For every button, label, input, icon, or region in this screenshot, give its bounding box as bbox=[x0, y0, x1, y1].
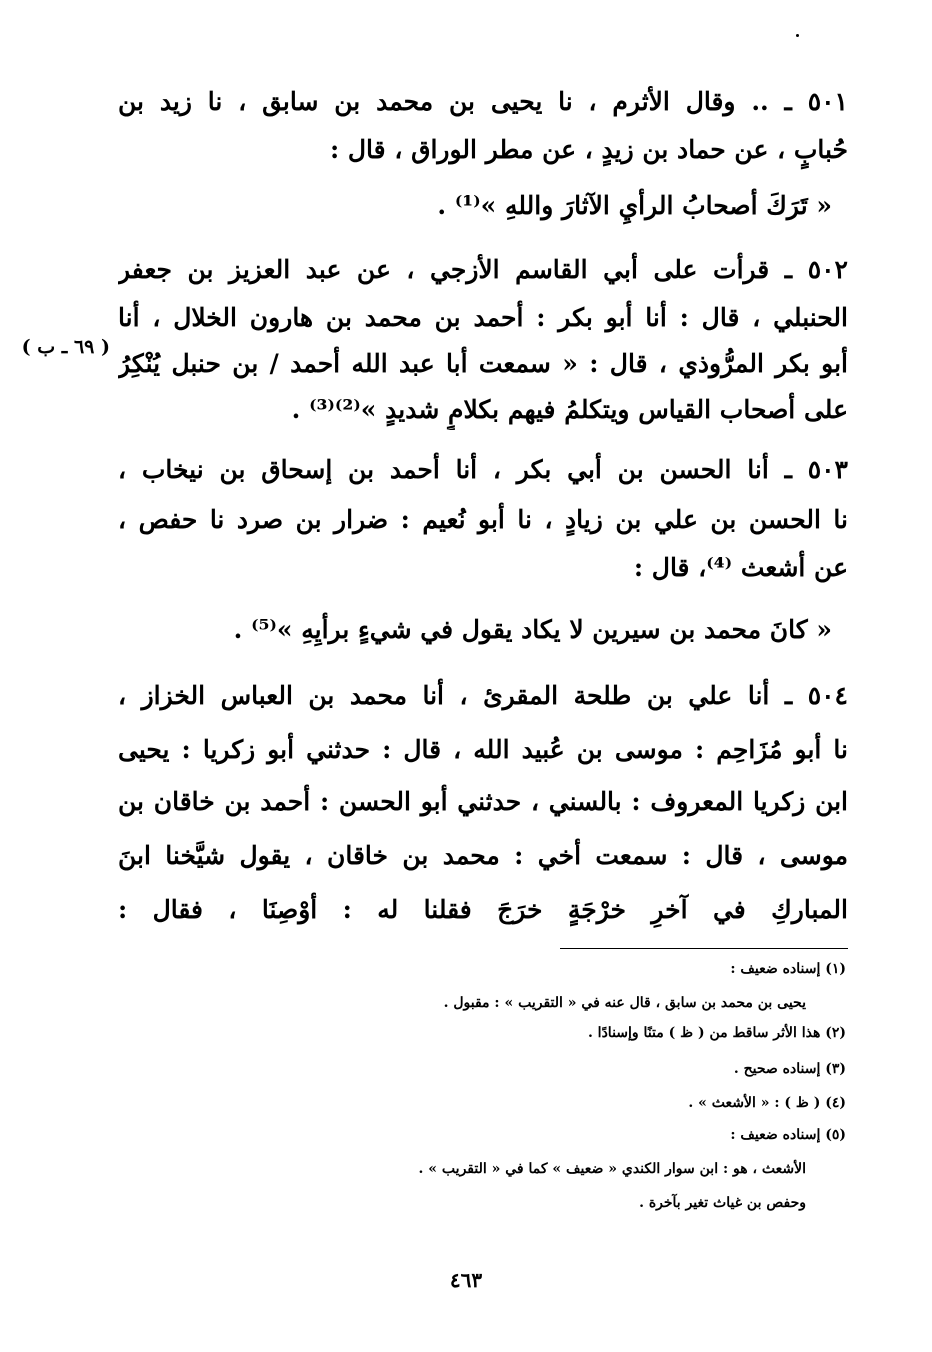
footnote-5-body-b: وحفص بن غياث تغير بآخرة . bbox=[639, 1195, 806, 1211]
margin-folio-note: ( ٦٩ ـ ب ) bbox=[21, 336, 110, 358]
body-line-503-a: ٥٠٣ ـ أنا الحسن بن أبي بكر ، أنا أحمد بن إسحاق بن نيخاب ، bbox=[118, 455, 848, 484]
footnote-1: (١) إسناده ضعيف : bbox=[730, 961, 846, 977]
body-line-502-c: أبو بكر المرُّوذي ، قال : « سمعت أبا عبد الله أحمد / بن حنبل يُنْكِرُ bbox=[118, 349, 848, 378]
page-number: ٤٦٣ bbox=[449, 1268, 483, 1292]
body-line-503-quote: « كانَ محمد بن سيرين لا يكاد يقول في شيءٍ برأيِهِ »⁽⁵⁾ . bbox=[233, 615, 832, 644]
footnote-separator bbox=[560, 948, 848, 949]
footnote-5-body-a: الأشعث ، هو : ابن سوار الكندي « ضعيف » كما في « التقريب » . bbox=[418, 1161, 806, 1177]
body-line-502-a: ٥٠٢ ـ قرأت على أبي القاسم الأزجي ، عن عبد العزيز بن جعفر bbox=[118, 255, 848, 284]
footnote-4: (٤) ( ظ ) : « الأشعث » . bbox=[688, 1095, 846, 1111]
body-line-501-a: ٥٠١ ـ .. وقال الأثرم ، نا يحيى بن محمد بن سابق ، نا زيد بن bbox=[118, 87, 848, 116]
body-line-501-quote: « تَرَكَ أصحابُ الرأيِ الآثارَ واللهِ »⁽¹⁾ . bbox=[437, 191, 832, 220]
footnote-2: (٢) هذا الأثر ساقط من ( ظ ) متنًا وإسنادًا . bbox=[587, 1025, 846, 1041]
footnote-1-body: يحيى بن محمد بن سابق ، قال عنه في « التقريب » : مقبول . bbox=[443, 995, 806, 1011]
body-line-504-d: موسى ، قال : سمعت أخي : محمد بن خاقان ، يقول شيَّخنا ابنَ bbox=[118, 841, 848, 870]
body-line-504-b: نا أبو مُزَاحِم : موسى بن عُبيد الله ، قال : حدثني أبو زكريا : يحيى bbox=[118, 735, 848, 764]
body-line-504-c: ابن زكريا المعروف : بالسني ، حدثني أبو الحسن : أحمد بن خاقان بن bbox=[118, 787, 848, 816]
body-line-504-e: المباركِ في آخرِ خرْجَةٍ خرَجَ فقلنا له : أوْصِنَا ، فقال : bbox=[118, 895, 848, 924]
body-line-502-b: الحنبلي ، قال : أنا أبو بكر : أحمد بن محمد بن هارون الخلال ، أنا bbox=[118, 303, 848, 332]
body-line-503-b: نا الحسن بن علي بن زيادٍ ، نا أبو نُعيم : ضرار بن صرد نا حفص ، bbox=[118, 505, 848, 534]
corner-mark bbox=[796, 34, 799, 37]
body-line-504-a: ٥٠٤ ـ أنا علي بن طلحة المقرئ ، أنا محمد بن العباس الخزاز ، bbox=[118, 681, 848, 710]
footnote-5: (٥) إسناده ضعيف : bbox=[730, 1127, 846, 1143]
footnote-3: (٣) إسناده صحيح . bbox=[733, 1061, 846, 1077]
body-line-502-d: على أصحاب القياس ويتكلمُ فيهم بكلامٍ شديدٍ »⁽²⁾⁽³⁾ . bbox=[291, 395, 848, 424]
body-line-501-b: حُبابٍ ، عن حماد بن زيدٍ ، عن مطر الوراق ، قال : bbox=[329, 135, 848, 164]
body-line-503-c: عن أشعث ⁽⁴⁾، قال : bbox=[633, 553, 848, 582]
